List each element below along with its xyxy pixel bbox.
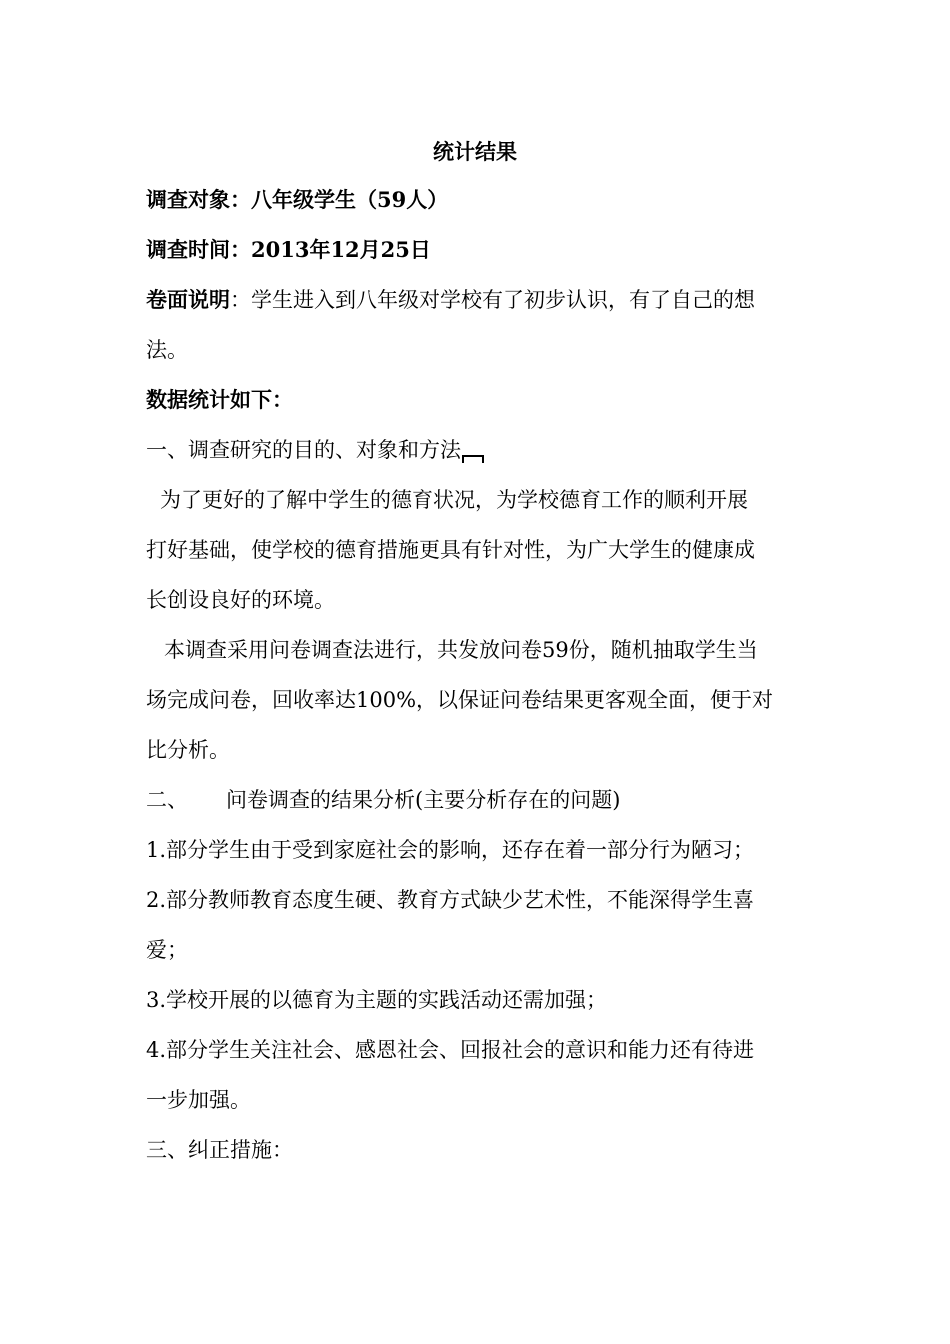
section-mark-icon xyxy=(462,455,484,463)
paragraph-1-line-2: 打好基础，使学校的德育措施更具有针对性，为广大学生的健康成 xyxy=(146,538,755,562)
stats-heading: 数据统计如下： xyxy=(146,387,293,412)
survey-subject-label: 调查对象： xyxy=(146,187,251,212)
survey-time-value: 2013年12月25日 xyxy=(251,237,431,262)
paragraph-1-line-1: 为了更好的了解中学生的德育状况，为学校德育工作的顺利开展 xyxy=(160,488,748,512)
list-item-4-line-1: 4.部分学生关注社会、感恩社会、回报社会的意识和能力还有待进 xyxy=(146,1038,755,1062)
paper-description-cont: 法。 xyxy=(146,338,188,362)
paragraph-1-line-3: 长创设良好的环境。 xyxy=(146,588,335,612)
survey-time xyxy=(146,236,816,264)
section-3-heading: 三、纠正措施： xyxy=(146,1138,293,1162)
survey-subject-value: 八年级学生（59人） xyxy=(251,187,449,212)
list-item-4-line-2: 一步加强。 xyxy=(146,1088,251,1112)
section-2-heading xyxy=(146,786,816,814)
paper-description-label: 卷面说明 xyxy=(146,287,230,312)
section-2-heading-text: 问卷调查的结果分析(主要分析存在的问题) xyxy=(226,788,621,812)
survey-time-label: 调查时间： xyxy=(146,237,251,262)
list-item-2-line-2: 爱； xyxy=(146,938,188,962)
page-title: 统计结果 xyxy=(433,139,517,164)
section-1-heading-text: 一、调查研究的目的、对象和方法 xyxy=(146,438,461,462)
list-item-2-line-1: 2.部分教师教育态度生硬、教育方式缺少艺术性，不能深得学生喜 xyxy=(146,888,755,912)
section-1-heading xyxy=(146,436,816,464)
list-item-3: 3.学校开展的以德育为主题的实践活动还需加强； xyxy=(146,988,608,1012)
paragraph-2-line-2: 场完成问卷，回收率达100%，以保证问卷结果更客观全面，便于对 xyxy=(146,688,774,712)
paper-description-text: ：学生进入到八年级对学校有了初步认识，有了自己的想 xyxy=(230,288,755,312)
survey-subject xyxy=(146,186,816,214)
paragraph-2-line-1: 本调查采用问卷调查法进行，共发放问卷59份，随机抽取学生当 xyxy=(164,638,758,662)
section-2-number: 二、 xyxy=(146,788,188,812)
list-item-1: 1.部分学生由于受到家庭社会的影响，还存在着一部分行为陋习； xyxy=(146,838,755,862)
paper-description xyxy=(146,286,816,314)
paragraph-2-line-3: 比分析。 xyxy=(146,738,230,762)
